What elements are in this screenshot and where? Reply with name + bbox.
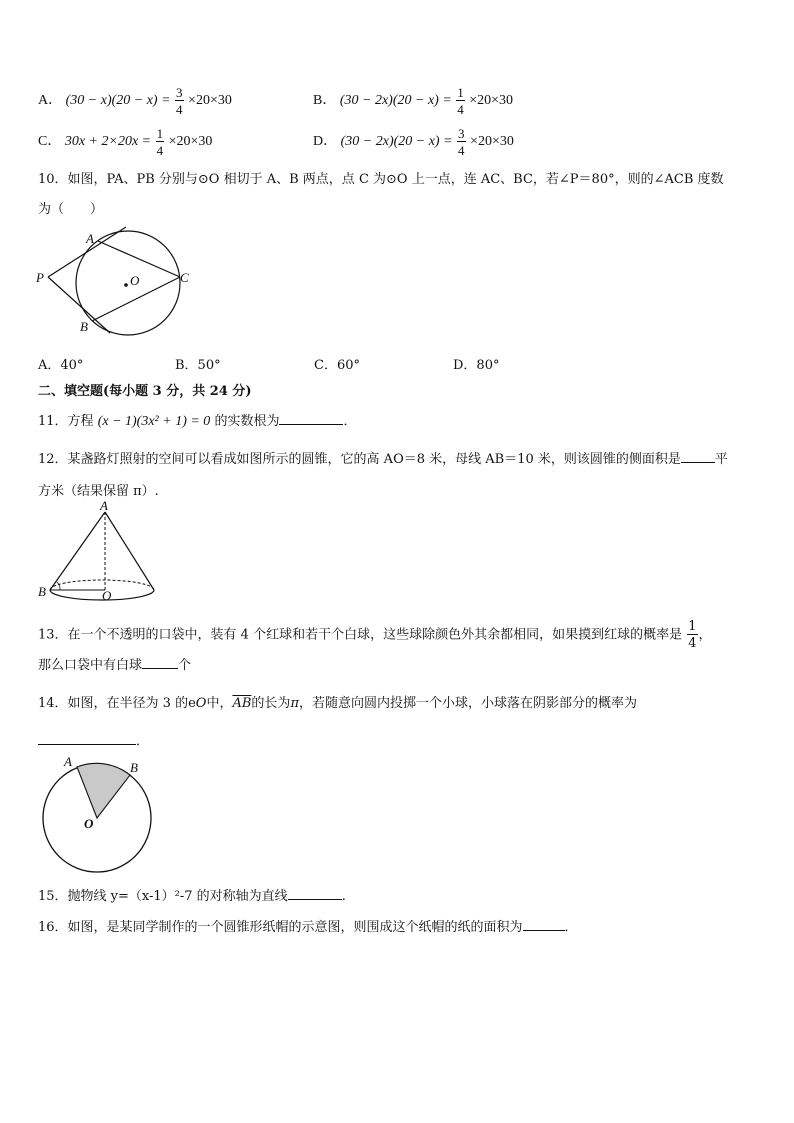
q12-text: 12．某盏路灯照射的空间可以看成如图所示的圆锥，它的高 AO＝8 米，母线 AB＝10 米，则该圆锥的侧面积是	[38, 452, 681, 467]
option-label: B．	[313, 93, 337, 109]
q13-line2-end: 个	[178, 658, 192, 673]
fraction-denominator: 4	[156, 143, 164, 158]
q15	[38, 885, 346, 904]
cone-slant-left	[50, 512, 105, 590]
q13-line2	[38, 654, 191, 673]
label-b: B	[80, 319, 88, 334]
cone-slant-right	[105, 512, 154, 590]
q10-option-c: C．60°	[314, 358, 360, 373]
q12-figure-cone	[30, 500, 165, 606]
q14-line1	[38, 692, 637, 711]
circle-o	[76, 231, 180, 335]
label-a: A	[100, 500, 108, 513]
equation-left: (30 − 2x)(20 − x) =	[340, 134, 453, 150]
section-title: 二、填空题(每小题 3 分，共 24 分)	[38, 384, 252, 399]
fraction	[456, 86, 465, 116]
q10-text-line1: 10．如图，PA、PB 分别与⊙O 相切于 A、B 两点，点 C 为⊙O 上一点，连 AC、BC，若∠P＝80°，则的∠ACB 度数	[38, 172, 724, 187]
equation-left: 30x + 2×20x =	[64, 134, 152, 150]
q14-line2-end: ．	[136, 734, 150, 749]
q10-figure-tangent-circle	[30, 225, 200, 340]
fraction	[175, 86, 184, 116]
fraction-numerator: 1	[156, 126, 164, 141]
option-label: D．	[313, 134, 338, 150]
label-a: A	[64, 754, 72, 769]
circle-symbol: e	[188, 696, 196, 711]
q10-text-line2: 为（ ）	[38, 202, 104, 217]
answer-blank[interactable]	[279, 412, 343, 425]
label-o: O	[84, 816, 94, 831]
q16-end: ．	[564, 920, 578, 935]
tangent-pb	[48, 277, 110, 333]
answer-blank[interactable]	[142, 656, 178, 669]
angle-mark	[57, 582, 60, 590]
fraction	[156, 127, 165, 157]
q10-option-d: D．80°	[453, 358, 500, 373]
answer-blank[interactable]	[681, 450, 715, 463]
q9-option-a	[38, 86, 232, 116]
shaded-sector	[77, 763, 130, 818]
q12-line2: 方米（结果保留 π）.	[38, 484, 159, 499]
q16	[38, 916, 578, 935]
label-c: C	[180, 270, 189, 285]
fraction-denominator: 4	[457, 102, 464, 117]
equation-left: (30 − x)(20 − x) =	[65, 93, 171, 109]
arc-ab: $\overline{AB}$	[232, 696, 252, 711]
center-point	[124, 283, 128, 287]
q15-text: 15．抛物线 y=（x-1）²-7 的对称轴为直线	[38, 889, 288, 904]
q14-line2	[38, 730, 149, 749]
q14-figure-sector	[38, 752, 158, 874]
q11-end: ．	[343, 414, 357, 429]
label-p: P	[36, 270, 44, 285]
equation-right: ×20×30	[470, 134, 514, 150]
label-b: B	[130, 760, 138, 775]
fraction-numerator: 3	[458, 126, 465, 141]
fraction-numerator: 1	[688, 619, 697, 634]
q9-option-d	[313, 127, 514, 157]
equation-right: ×20×30	[469, 93, 514, 109]
q16-text: 16．如图，是某同学制作的一个圆锥形纸帽的示意图，则围成这个纸帽的纸的面积为	[38, 920, 523, 935]
q11-prefix: 11．方程	[38, 414, 94, 429]
fraction	[457, 127, 466, 157]
label-a: A	[86, 231, 94, 246]
pi-symbol: π	[290, 696, 299, 711]
q14-mid: 中，	[206, 696, 233, 711]
q9-option-b	[313, 86, 513, 116]
q12-line1	[38, 448, 728, 467]
q14-prefix: 14．如图，在半径为 3 的	[38, 696, 189, 711]
equation-right: ×20×30	[188, 93, 232, 109]
q9-option-c	[38, 127, 212, 157]
equation-left: (30 − 2x)(20 − x) =	[339, 93, 452, 109]
q11-equation: (x − 1)(3x² + 1) = 0	[97, 414, 211, 429]
circle-letter: O	[195, 696, 207, 711]
q13-text: 13．在一个不透明的口袋中，装有 4 个红球和若干个白球，这些球除颜色外其余都相同，如果摸到红球的概率是	[38, 627, 683, 643]
q12-line1-end: 平	[714, 452, 728, 467]
equation-right: ×20×30	[168, 134, 213, 150]
fraction	[687, 620, 697, 650]
fraction-numerator: 3	[176, 85, 183, 100]
q10-option-a: A．40°	[38, 358, 84, 373]
chord-ac	[98, 241, 180, 277]
q15-end: .	[341, 889, 346, 904]
q13-line1	[38, 620, 712, 650]
option-label: C．	[38, 134, 62, 150]
label-o: O	[102, 588, 112, 603]
fraction-numerator: 1	[457, 85, 464, 100]
q14-end: ，若随意向圆内投掷一个小球，小球落在阴影部分的概率为	[298, 696, 637, 711]
q13-line2-prefix: 那么口袋中有白球	[38, 658, 143, 673]
q11	[38, 410, 356, 430]
option-label: A．	[38, 93, 63, 109]
answer-blank[interactable]	[288, 887, 342, 900]
q14-mid2: 的长为	[251, 696, 291, 711]
q10-option-b: B．50°	[175, 358, 221, 373]
answer-blank[interactable]	[523, 918, 565, 931]
q11-suffix: 的实数根为	[214, 414, 280, 429]
label-o: O	[130, 273, 140, 288]
fraction-denominator: 4	[176, 102, 183, 117]
answer-blank[interactable]	[38, 732, 136, 745]
q13-line1-end: ，	[698, 627, 712, 643]
label-b: B	[38, 584, 46, 599]
fraction-denominator: 4	[458, 143, 465, 158]
fraction-denominator: 4	[688, 636, 697, 651]
